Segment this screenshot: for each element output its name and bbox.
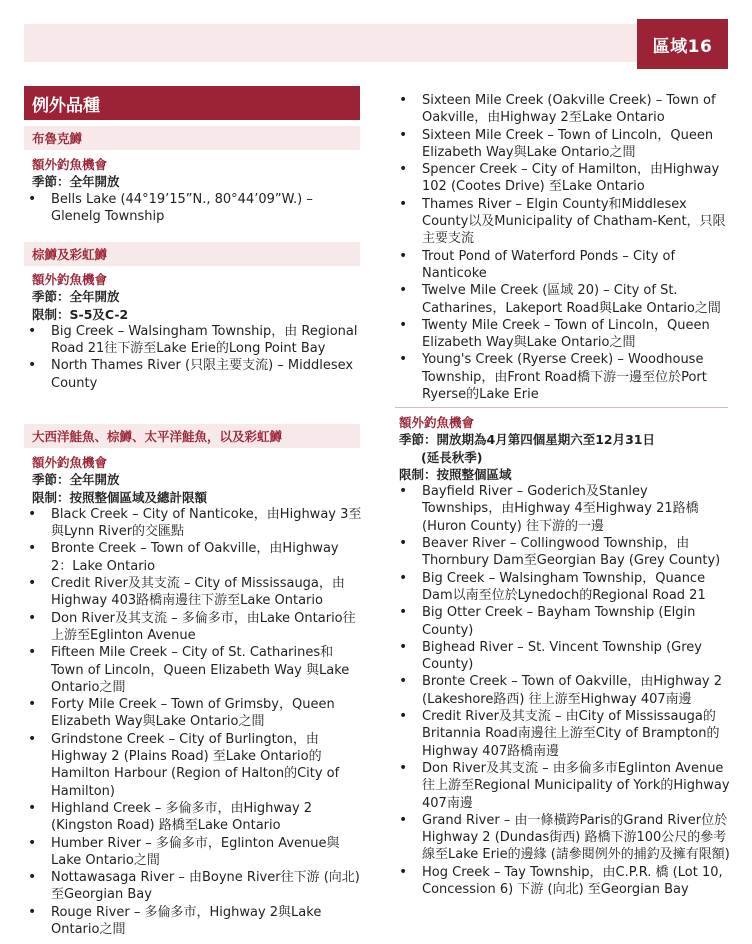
list-item: • Grindstone Creek – City of Burlington，由Highway 2 (Plains Road) 至Lake Ontario的Hamilton Harbour (Region of Halton的City of Hamilton) — [24, 731, 362, 800]
limit-line: 限制：按照整個區域及總計限額 — [32, 489, 208, 505]
right-top-block — [395, 92, 731, 403]
list-item: • Humber River – 多倫多市，Eglinton Avenue與Lake Ontario之間 — [24, 835, 362, 870]
season-line: 季節：全年開放 — [32, 174, 120, 190]
sub-heading: 額外釣魚機會 — [32, 455, 108, 470]
list-item: • Credit River及其支流 – City of Mississauga，由Highway 403路橋南邊往下游至Lake Ontario — [24, 575, 362, 610]
list-item: • Bronte Creek – Town of Oakville，由Highway 2：Lake Ontario — [24, 540, 362, 575]
sub-heading: 額外釣魚機會 — [399, 415, 475, 430]
list-item: • Black Creek – City of Nanticoke，由Highway 3至與Lynn River的交匯點 — [24, 506, 362, 541]
right-extra-block — [399, 414, 731, 898]
right-top-list — [395, 92, 731, 403]
season-line: 季節：全年開放 — [32, 289, 120, 305]
brook-list — [24, 191, 362, 226]
list-item: • Forty Mile Creek – Town of Grimsby，Queen Elizabeth Way與Lake Ontario之間 — [24, 696, 362, 731]
limit-line: 限制：按照整個區域 — [399, 466, 512, 482]
season-line: 季節：開放期為4月第四個星期六至12月31日 — [399, 432, 655, 448]
list-item: • Fifteen Mile Creek – City of St. Catharines和Town of Lincoln，Queen Elizabeth Way 與Lake Ontario之間 — [24, 644, 362, 696]
list-item: • Don River及其支流 – 多倫多市，由Lake Ontario往上游至Eglinton Avenue — [24, 610, 362, 645]
list-item: • Don River及其支流 – 由多倫多市Eglinton Avenue往上游至Regional Municipality of York的Highway 407南邊 — [395, 760, 731, 812]
list-item: • Bells Lake (44°19’15”N., 80°44’09”W.) – Glenelg Township — [24, 191, 362, 226]
atlantic-block — [32, 454, 362, 938]
atlantic-list — [24, 506, 362, 938]
list-item: • Young's Creek (Ryerse Creek) – Woodhouse Township，由Front Road橋下游一邊至位於Port Ryerse的Lake Erie — [395, 351, 731, 403]
zone-badge: 區域16 — [637, 19, 728, 69]
season-extension: (延長秋季) — [421, 449, 483, 465]
season-line: 季節：全年開放 — [32, 472, 120, 488]
brown-list — [24, 323, 362, 392]
list-item: • Spencer Creek – City of Hamilton，由Highway 102 (Cootes Drive) 至Lake Ontario — [395, 161, 731, 196]
list-item: • Trout Pond of Waterford Ponds – City of Nanticoke — [395, 248, 731, 283]
list-item: • Bighead River – St. Vincent Township (Grey County) — [395, 639, 731, 674]
list-item: • Twenty Mile Creek – Town of Lincoln，Queen Elizabeth Way與Lake Ontario之間 — [395, 317, 731, 352]
section-title: 例外品種 — [24, 86, 360, 120]
brook-block — [32, 156, 362, 225]
limit-line: 限制：S-5及C-2 — [32, 306, 129, 322]
sub-heading: 額外釣魚機會 — [32, 272, 108, 287]
sub-heading: 額外釣魚機會 — [32, 157, 108, 172]
list-item: • Big Creek – Walsingham Township，Quance Dam以南至位於Lynedoch的Regional Road 21 — [395, 570, 731, 605]
list-item: • Thames River – Elgin County和Middlesex County以及Municipality of Chatham-Kent，只限主要支流 — [395, 196, 731, 248]
list-item: • Credit River及其支流 – 由City of Mississauga的Britannia Road南邊往上游至City of Brampton的Highway 407路橋南邊 — [395, 708, 731, 760]
divider — [395, 407, 728, 408]
list-item: • Big Creek – Walsingham Township，由 Regional Road 21往下游至Lake Erie的Long Point Bay — [24, 323, 362, 358]
list-item: • Beaver River – Collingwood Township，由Thornbury Dam至Georgian Bay (Grey County) — [395, 535, 731, 570]
species-heading-brown: 棕鱒及彩虹鱒 — [24, 242, 360, 266]
list-item: • Hog Creek – Tay Township，由C.P.R. 橋 (Lot 10, Concession 6) 下游 (向北) 至Georgian Bay — [395, 864, 731, 899]
brown-block — [32, 271, 362, 392]
list-item: • Sixteen Mile Creek (Oakville Creek) – Town of Oakville，由Highway 2至Lake Ontario — [395, 92, 731, 127]
list-item: • Grand River – 由一條橫跨Paris的Grand River位於Highway 2 (Dundas街西) 路橋下游100公尺的參考線至Lake Erie的邊緣 (請參閱例外的捕釣及擁有限額) — [395, 812, 731, 864]
list-item: • Bayfield River – Goderich及Stanley Townships，由Highway 4至Highway 21路橋 (Huron County) 往下游的一邊 — [395, 483, 731, 535]
list-item: • Twelve Mile Creek (區域 20) – City of St. Catharines，Lakeport Road與Lake Ontario之間 — [395, 282, 731, 317]
species-heading-atlantic: 大西洋鮭魚、棕鱒、太平洋鮭魚，以及彩虹鱒 — [24, 424, 360, 448]
list-item: • Sixteen Mile Creek – Town of Lincoln，Queen Elizabeth Way與Lake Ontario之間 — [395, 127, 731, 162]
list-item: • North Thames River (只限主要支流) – Middlesex County — [24, 357, 362, 392]
header-band — [24, 24, 728, 62]
list-item: • Nottawasaga River – 由Boyne River往下游 (向北) 至Georgian Bay — [24, 869, 362, 904]
list-item: • Highland Creek – 多倫多市，由Highway 2 (Kingston Road) 路橋至Lake Ontario — [24, 800, 362, 835]
species-heading-brook: 布魯克鱒 — [24, 126, 360, 150]
list-item: • Big Otter Creek – Bayham Township (Elgin County) — [395, 604, 731, 639]
right-extra-list — [395, 483, 731, 898]
list-item: • Bronte Creek – Town of Oakville，由Highway 2 (Lakeshore路西) 往上游至Highway 407南邊 — [395, 673, 731, 708]
list-item: • Rouge River – 多倫多市，Highway 2與Lake Ontario之間 — [24, 904, 362, 939]
